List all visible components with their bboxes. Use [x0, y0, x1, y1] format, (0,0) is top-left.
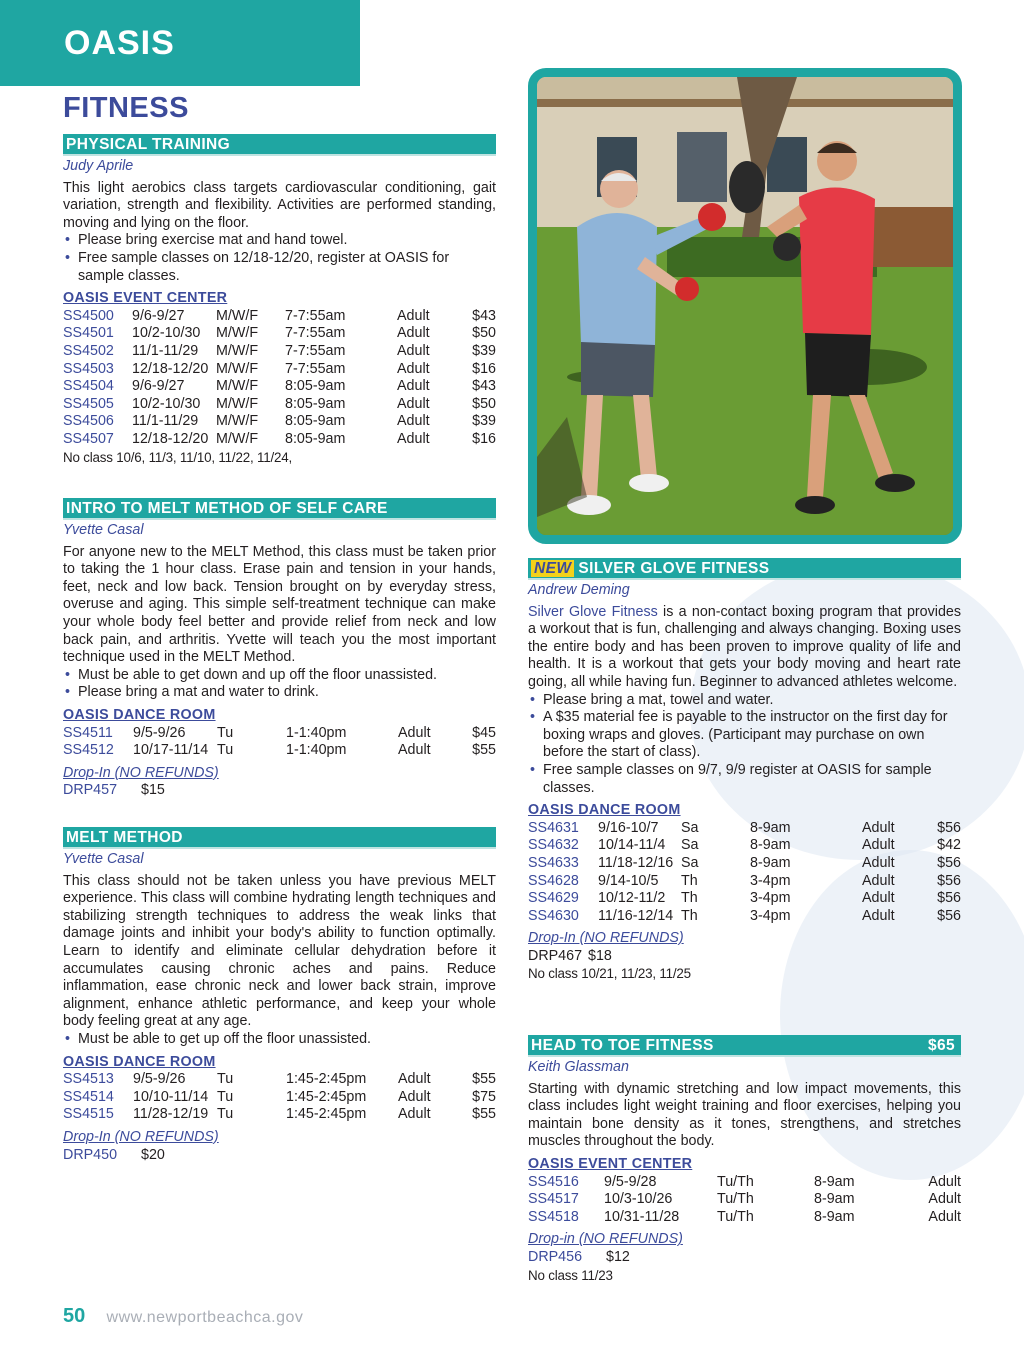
dropin-code: DRP456 [528, 1248, 583, 1265]
class-title: HEAD TO TOE FITNESS [531, 1037, 714, 1054]
schedule-row [528, 890, 961, 908]
bullet-item: • Must be able to get down and up off the floor unassisted. [63, 667, 496, 685]
dropin-row [528, 1249, 961, 1267]
schedule-fee: $56 [937, 907, 961, 924]
dropin-code: DRP467 [528, 947, 583, 964]
schedule-age: Adult [397, 430, 430, 447]
schedule-age: Adult [398, 1088, 431, 1105]
schedule-code[interactable]: SS4500 [63, 307, 114, 324]
class-heading [63, 134, 496, 156]
schedule-time: 1:45-2:45pm [286, 1106, 367, 1123]
schedule-age: Adult [928, 1208, 961, 1225]
schedule-code[interactable]: SS4515 [63, 1106, 114, 1123]
schedule-fee: $55 [472, 1106, 496, 1123]
schedule-days: Tu/Th [717, 1191, 754, 1208]
schedule-fee: $43 [472, 378, 496, 395]
no-class-note: No class 10/21, 11/23, 11/25 [528, 966, 691, 982]
schedule-row [63, 413, 496, 431]
schedule-dates: 9/6-9/27 [132, 378, 185, 395]
website-link[interactable]: www.newportbeachca.gov [106, 1309, 304, 1326]
instructor-name: Yvette Casal [63, 851, 144, 867]
physical-training-section [63, 134, 496, 466]
schedule-code[interactable]: SS4629 [528, 890, 579, 907]
schedule-time: 7-7:55am [285, 325, 346, 342]
schedule-age: Adult [862, 837, 895, 854]
bullet-list [63, 667, 496, 702]
silver-glove-section [528, 558, 961, 983]
new-badge: NEW [531, 560, 574, 577]
schedule-row [63, 725, 496, 743]
location-label: OASIS DANCE ROOM [63, 1053, 216, 1070]
bullet-item: • Free sample classes on 12/18-12/20, register at OASIS for sample classes. [63, 250, 496, 285]
schedule-code[interactable]: SS4505 [63, 395, 114, 412]
schedule-days: M/W/F [216, 325, 259, 342]
schedule-row [63, 1106, 496, 1124]
schedule-row [528, 1174, 961, 1192]
schedule-time: 1:45-2:45pm [286, 1071, 367, 1088]
schedule-time: 8-9am [814, 1208, 855, 1225]
header-banner [0, 0, 360, 86]
schedule-time: 7-7:55am [285, 307, 346, 324]
schedule-time: 1:45-2:45pm [286, 1088, 367, 1105]
schedule-dates: 9/16-10/7 [598, 819, 659, 836]
schedule-time: 7-7:55am [285, 360, 346, 377]
schedule-age: Adult [928, 1173, 961, 1190]
bullet-list [63, 1031, 496, 1049]
class-heading [528, 1035, 961, 1057]
schedule-age: Adult [397, 413, 430, 430]
schedule-fee: $43 [472, 307, 496, 324]
dropin-fee: $20 [141, 1146, 165, 1163]
schedule-days: Sa [681, 837, 699, 854]
schedule-dates: 10/2-10/30 [132, 325, 201, 342]
schedule-code[interactable]: SS4507 [63, 430, 114, 447]
schedule-dates: 9/14-10/5 [598, 872, 659, 889]
schedule-dates: 11/1-11/29 [132, 413, 199, 430]
program-name: Silver Glove Fitness [528, 603, 658, 620]
schedule-age: Adult [862, 890, 895, 907]
schedule-days: Tu [217, 742, 234, 759]
schedule-dates: 11/1-11/29 [132, 342, 199, 359]
schedule-row [528, 1191, 961, 1209]
schedule-dates: 10/31-11/28 [604, 1208, 680, 1225]
no-class-note: No class 10/6, 11/3, 11/10, 11/22, 11/24, [63, 449, 293, 465]
schedule-age: Adult [397, 342, 430, 359]
schedule-fee: $50 [472, 325, 496, 342]
schedule-days: M/W/F [216, 378, 259, 395]
schedule-dates: 9/5-9/28 [604, 1173, 657, 1190]
schedule-fee: $42 [937, 837, 961, 854]
bullet-item: • A $35 material fee is payable to the instructor on the first day for boxing wraps and gloves. (Participant may purchase on own before the start of class). [528, 709, 961, 762]
class-description [528, 604, 961, 692]
location-label: OASIS EVENT CENTER [63, 290, 228, 307]
schedule-days: M/W/F [216, 395, 259, 412]
schedule-dates: 10/3-10/26 [604, 1191, 673, 1208]
class-title: SILVER GLOVE FITNESS [578, 560, 770, 577]
schedule-dates: 10/12-11/2 [598, 890, 666, 907]
schedule-row [63, 325, 496, 343]
schedule-row [528, 908, 961, 926]
schedule-fee: $39 [472, 342, 496, 359]
schedule-code[interactable]: SS4517 [528, 1191, 579, 1208]
schedule-fee: $56 [937, 819, 961, 836]
schedule-age: Adult [862, 854, 895, 871]
dropin-row [63, 1147, 496, 1165]
schedule-table [528, 1174, 961, 1227]
class-title: INTRO TO MELT METHOD OF SELF CARE [66, 500, 388, 517]
schedule-days: Tu/Th [717, 1173, 754, 1190]
schedule-age: Adult [397, 325, 430, 342]
schedule-days: M/W/F [216, 342, 259, 359]
schedule-time: 8-9am [750, 854, 791, 871]
class-heading [63, 498, 496, 520]
schedule-row [528, 873, 961, 891]
schedule-fee: $45 [472, 724, 496, 741]
schedule-age: Adult [397, 307, 430, 324]
schedule-row [63, 1071, 496, 1089]
schedule-row [528, 1209, 961, 1227]
schedule-dates: 9/5-9/26 [133, 1071, 186, 1088]
dropin-code: DRP457 [63, 782, 118, 799]
dropin-fee: $12 [606, 1248, 630, 1265]
schedule-dates: 10/14-11/4 [598, 837, 666, 854]
schedule-time: 8-9am [750, 819, 791, 836]
schedule-code[interactable]: SS4506 [63, 413, 114, 430]
page-number: 50 [63, 1305, 86, 1327]
schedule-dates: 9/5-9/26 [133, 724, 186, 741]
dropin-row [63, 782, 496, 800]
schedule-code[interactable]: SS4513 [63, 1071, 114, 1088]
schedule-row [63, 1089, 496, 1107]
section-title: FITNESS [63, 92, 189, 124]
location-label: OASIS EVENT CENTER [528, 1155, 693, 1172]
schedule-dates: 11/18-12/16 [598, 854, 674, 871]
schedule-table [63, 1071, 496, 1124]
class-title: MELT METHOD [66, 829, 183, 846]
schedule-row [63, 431, 496, 449]
schedule-code[interactable]: SS4501 [63, 325, 114, 342]
schedule-code[interactable]: SS4633 [528, 854, 579, 871]
description-text: is a non-contact boxing program that provides a workout that is fun, challenging and always changing. Boxing uses the entire body and has been proven to improve quality of life and health. It is a workout that gets your body moving and heart rate going, all while having fun. Beginner to advanced athletes welcome. [528, 603, 962, 690]
instructor-name: Judy Aprile [63, 158, 134, 174]
schedule-days: Sa [681, 819, 699, 836]
schedule-time: 8:05-9am [285, 413, 346, 430]
schedule-time: 1-1:40pm [286, 724, 347, 741]
schedule-code[interactable]: SS4630 [528, 907, 579, 924]
schedule-code[interactable]: SS4632 [528, 837, 579, 854]
schedule-fee: $16 [472, 430, 496, 447]
schedule-code[interactable]: SS4503 [63, 360, 114, 377]
schedule-row [63, 396, 496, 414]
class-description: This class should not be taken unless you have previous MELT experience. This class will combine hydrating length techniques and stabilizing strength techniques to address the weak links that damage joints and inhibit your body's ability to function optimally. Learn to identify and eliminate cellular dehydration before it accumulates causing chronic aches and pains. Reduce inflammation, ease chronic neck and lower back strain, improve alignment, enhance athletic performance, and keep your whole body feeling great at any age. [63, 872, 496, 1030]
bullet-list [528, 692, 961, 798]
bullet-item: • Please bring a mat and water to drink. [63, 684, 496, 702]
schedule-days: M/W/F [216, 360, 259, 377]
schedule-row [528, 837, 961, 855]
schedule-row [528, 855, 961, 873]
instructor-name: Andrew Deming [528, 582, 630, 598]
schedule-days: Tu [217, 1106, 234, 1123]
schedule-fee: $39 [472, 413, 496, 430]
schedule-days: Tu [217, 1088, 234, 1105]
schedule-days: Tu/Th [717, 1208, 754, 1225]
dropin-label: Drop-In (NO REFUNDS) [63, 1128, 219, 1145]
class-description: Starting with dynamic stretching and low impact movements, this class includes light weight training and floor exercises, helping you maintain bone density as it tones, strengthens, and stretches muscles throughout the body. [528, 1080, 961, 1150]
schedule-dates: 12/18-12/20 [132, 360, 209, 377]
schedule-age: Adult [398, 724, 431, 741]
schedule-dates: 9/6-9/27 [132, 307, 185, 324]
dropin-label: Drop-in (NO REFUNDS) [528, 1231, 683, 1248]
class-heading [63, 827, 496, 849]
melt-method-section [63, 827, 496, 1164]
schedule-time: 8:05-9am [285, 395, 346, 412]
schedule-dates: 11/16-12/14 [598, 907, 674, 924]
schedule-code[interactable]: SS4502 [63, 342, 114, 359]
schedule-fee: $56 [937, 872, 961, 889]
schedule-time: 3-4pm [750, 907, 791, 924]
schedule-code[interactable]: SS4511 [63, 724, 113, 741]
schedule-days: Sa [681, 854, 699, 871]
schedule-row [63, 361, 496, 379]
schedule-code[interactable]: SS4514 [63, 1088, 114, 1105]
schedule-time: 3-4pm [750, 890, 791, 907]
dropin-label: Drop-In (NO REFUNDS) [63, 764, 219, 781]
schedule-age: Adult [398, 1106, 431, 1123]
intro-melt-section [63, 498, 496, 800]
schedule-code[interactable]: SS4518 [528, 1208, 579, 1225]
schedule-fee: $55 [472, 742, 496, 759]
schedule-row [63, 343, 496, 361]
schedule-fee: $55 [472, 1071, 496, 1088]
dropin-row [528, 948, 961, 966]
head-to-toe-section [528, 1035, 961, 1284]
class-heading [528, 558, 961, 580]
schedule-age: Adult [862, 872, 895, 889]
schedule-dates: 10/17-11/14 [133, 742, 209, 759]
class-description: This light aerobics class targets cardiovascular conditioning, gait variation, strength and flexibility. Activities are performed standing, moving and lying on the floor. [63, 179, 496, 231]
boxing-photo-illustration [537, 77, 953, 535]
schedule-age: Adult [398, 742, 431, 759]
schedule-fee: $56 [937, 890, 961, 907]
schedule-fee: $16 [472, 360, 496, 377]
schedule-row [528, 820, 961, 838]
instructor-name: Yvette Casal [63, 522, 144, 538]
dropin-code: DRP450 [63, 1146, 118, 1163]
schedule-table [528, 820, 961, 926]
instructor-name: Keith Glassman [528, 1059, 629, 1075]
schedule-table [63, 308, 496, 449]
schedule-time: 8-9am [814, 1191, 855, 1208]
schedule-age: Adult [862, 907, 895, 924]
schedule-time: 7-7:55am [285, 342, 346, 359]
schedule-age: Adult [397, 360, 430, 377]
schedule-code[interactable]: SS4516 [528, 1173, 579, 1190]
schedule-age: Adult [928, 1191, 961, 1208]
schedule-code[interactable]: SS4631 [528, 819, 579, 836]
schedule-code[interactable]: SS4628 [528, 872, 579, 889]
banner-title: OASIS [64, 24, 175, 62]
schedule-age: Adult [397, 395, 430, 412]
schedule-days: Tu [217, 724, 234, 741]
schedule-age: Adult [398, 1071, 431, 1088]
bullet-item: • Please bring exercise mat and hand towel. [63, 232, 496, 250]
bullet-item: • Free sample classes on 9/7, 9/9 register at OASIS for sample classes. [528, 762, 961, 797]
location-label: OASIS DANCE ROOM [528, 802, 681, 819]
schedule-time: 8-9am [814, 1173, 855, 1190]
schedule-fee: $50 [472, 395, 496, 412]
schedule-days: Th [681, 872, 698, 889]
page-footer [63, 1305, 303, 1328]
schedule-days: Th [681, 907, 698, 924]
schedule-days: Th [681, 890, 698, 907]
no-class-note: No class 11/23 [528, 1267, 613, 1283]
schedule-days: M/W/F [216, 307, 259, 324]
schedule-time: 8:05-9am [285, 430, 346, 447]
dropin-fee: $15 [141, 782, 165, 799]
bullet-item: • Must be able to get up off the floor unassisted. [63, 1031, 496, 1049]
schedule-dates: 10/10-11/14 [133, 1088, 209, 1105]
schedule-days: Tu [217, 1071, 234, 1088]
dropin-fee: $18 [588, 947, 612, 964]
schedule-dates: 10/2-10/30 [132, 395, 201, 412]
dropin-label: Drop-In (NO REFUNDS) [528, 930, 684, 947]
schedule-days: M/W/F [216, 413, 259, 430]
schedule-row [63, 742, 496, 760]
boxing-photo [528, 68, 962, 544]
schedule-row [63, 308, 496, 326]
schedule-days: M/W/F [216, 430, 259, 447]
schedule-age: Adult [862, 819, 895, 836]
schedule-time: 8:05-9am [285, 378, 346, 395]
schedule-dates: 11/28-12/19 [133, 1106, 209, 1123]
schedule-fee: $56 [937, 854, 961, 871]
schedule-time: 1-1:40pm [286, 742, 347, 759]
bullet-list [63, 232, 496, 285]
schedule-dates: 12/18-12/20 [132, 430, 209, 447]
schedule-code[interactable]: SS4504 [63, 378, 114, 395]
schedule-time: 3-4pm [750, 872, 791, 889]
class-description: For anyone new to the MELT Method, this class must be taken prior to taking the 1 hour class. Erase pain and tension in your hands, feet, neck and low back. Tension brought on by everyday stress, overuse and aging. This simple self-treatment technique can make your whole body feel better and provide relief from neck and low back pain, and arthritis. Yvette will teach you the most important technique used in the MELT Method. [63, 543, 496, 666]
schedule-fee: $75 [472, 1088, 496, 1105]
bullet-item: • Please bring a mat, towel and water. [528, 692, 961, 710]
schedule-table [63, 725, 496, 760]
schedule-code[interactable]: SS4512 [63, 742, 114, 759]
schedule-time: 8-9am [750, 837, 791, 854]
class-title: PHYSICAL TRAINING [66, 136, 231, 153]
schedule-age: Adult [397, 378, 430, 395]
location-label: OASIS DANCE ROOM [63, 706, 216, 723]
class-price: $65 [927, 1037, 955, 1054]
schedule-row [63, 378, 496, 396]
